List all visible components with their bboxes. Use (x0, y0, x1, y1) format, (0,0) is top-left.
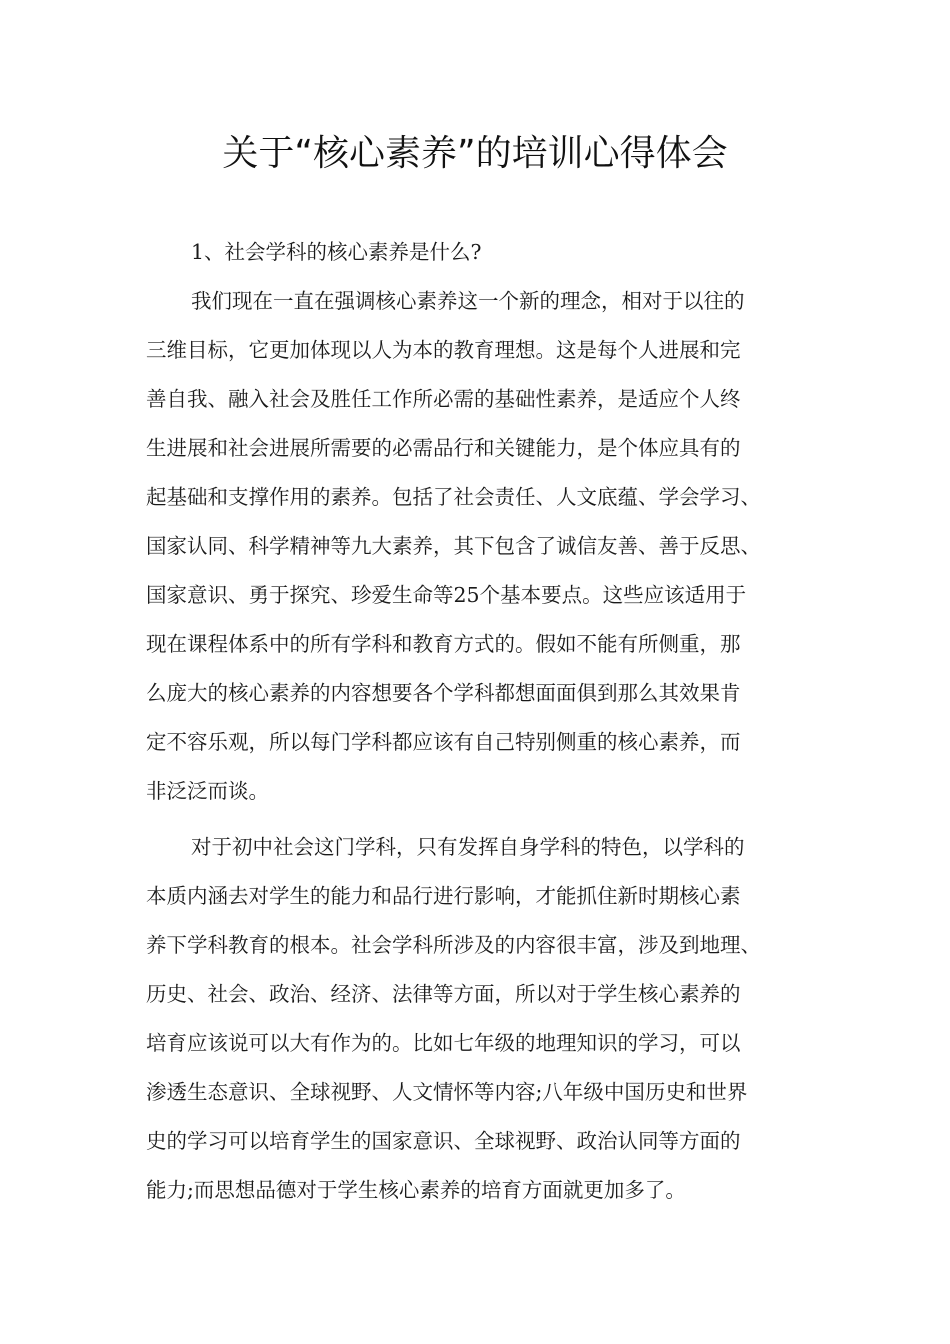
paragraph-line: 国家意识、勇于探究、珍爱生命等25个基本要点。这些应该适用于 (146, 583, 747, 607)
paragraph-line: 历史、社会、政治、经济、法律等方面，所以对于学生核心素养的 (146, 982, 741, 1006)
paragraph-line: 么庞大的核心素养的内容想要各个学科都想面面俱到那么其效果肯 (146, 681, 741, 705)
paragraph-line: 善自我、融入社会及胜任工作所必需的基础性素养，是适应个人终 (146, 387, 741, 411)
paragraph-line: 国家认同、科学精神等九大素养，其下包含了诚信友善、善于反思、 (146, 534, 761, 558)
paragraph-2 (146, 823, 836, 1215)
paragraph-line: 现在课程体系中的所有学科和教育方式的。假如不能有所侧重，那 (146, 632, 741, 656)
paragraph-line: 对于初中社会这门学科，只有发挥自身学科的特色，以学科的 (191, 835, 745, 859)
paragraph-line: 非泛泛而谈。 (146, 779, 269, 803)
paragraph-line: 能力;而思想品德对于学生核心素养的培育方面就更加多了。 (146, 1178, 686, 1202)
paragraph-line: 三维目标，它更加体现以人为本的教育理想。这是每个人进展和完 (146, 338, 741, 362)
question-heading-block (146, 228, 836, 277)
paragraph-line: 培育应该说可以大有作为的。比如七年级的地理知识的学习，可以 (146, 1031, 741, 1055)
paragraph-line: 起基础和支撑作用的素养。包括了社会责任、人文底蕴、学会学习、 (146, 485, 761, 509)
paragraph-line: 史的学习可以培育学生的国家意识、全球视野、政治认同等方面的 (146, 1129, 741, 1153)
question-heading: 1、社会学科的核心素养是什么? (191, 240, 482, 264)
paragraph-line: 生进展和社会进展所需要的必需品行和关键能力，是个体应具有的 (146, 436, 741, 460)
paragraph-line: 本质内涵去对学生的能力和品行进行影响，才能抓住新时期核心素 (146, 884, 741, 908)
paragraph-1 (146, 277, 836, 816)
paragraph-line: 养下学科教育的根本。社会学科所涉及的内容很丰富，涉及到地理、 (146, 933, 761, 957)
paragraph-line: 我们现在一直在强调核心素养这一个新的理念，相对于以往的 (191, 289, 745, 313)
document-title: 关于“核心素养”的培训心得体会 (222, 133, 728, 174)
paragraph-line: 渗透生态意识、全球视野、人文情怀等内容;八年级中国历史和世界 (146, 1080, 748, 1104)
paragraph-line: 定不容乐观，所以每门学科都应该有自己特别侧重的核心素养，而 (146, 730, 741, 754)
